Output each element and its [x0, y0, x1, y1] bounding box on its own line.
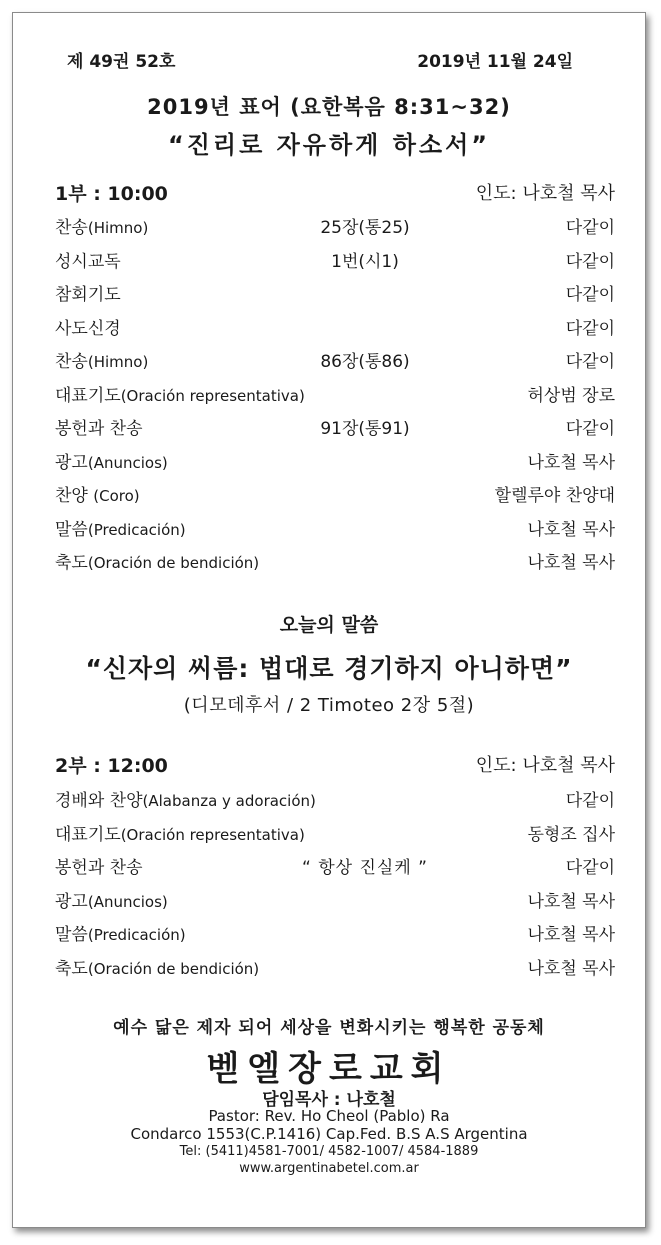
- yearly-motto: 2019년 표어 (요한복음 8:31~32): [147, 95, 511, 119]
- order-item-name: [55, 280, 121, 305]
- order-item-name: [55, 515, 186, 540]
- hymn-number: 25장(통25): [320, 218, 410, 238]
- order-item-name: [55, 548, 259, 573]
- order-item-es: (Predicación): [87, 520, 186, 539]
- order-person: 다같이: [565, 791, 615, 811]
- order-person: 나호철 목사: [527, 553, 615, 573]
- service2-leader: 인도: 나호철 목사: [475, 755, 615, 776]
- service2-header: [55, 751, 615, 781]
- order-item-name: [55, 347, 148, 372]
- hymn-number: 86장(통86): [320, 352, 410, 372]
- order-item-ko: 축도: [55, 553, 88, 573]
- order-item-name: [55, 314, 121, 339]
- order-item-es: (Anuncios): [87, 892, 168, 911]
- order-item-es: (Predicación): [87, 926, 186, 944]
- order-row: [55, 280, 615, 310]
- order-row: [55, 515, 615, 545]
- senior-pastor-ko: 담임목사 : 나호철: [262, 1090, 396, 1110]
- order-item-name: [55, 213, 148, 238]
- service1-time: 1부 : 10:00: [55, 183, 168, 205]
- church-name: 벧엘장로교회: [206, 1049, 452, 1089]
- order-item-es: (Oración representativa): [120, 825, 305, 844]
- order-row: [55, 381, 615, 411]
- order-person: 동형조 집사: [527, 824, 615, 845]
- order-item-ko: 참회기도: [55, 285, 121, 305]
- hymn-number: 1번(시1): [331, 251, 399, 272]
- order-item-es: (Himno): [87, 353, 149, 371]
- order-item-name: [55, 820, 305, 845]
- order-person: 다같이: [565, 251, 615, 272]
- order-item-name: [55, 448, 168, 473]
- order-item-name: [55, 381, 305, 406]
- order-person: 다같이: [565, 318, 615, 339]
- order-row: [55, 954, 615, 984]
- order-item-name: [55, 786, 316, 811]
- order-person: 다같이: [565, 858, 615, 878]
- order-person: 다같이: [565, 218, 615, 238]
- order-item-name: [55, 920, 186, 945]
- motto-quote: “진리로 자유하게 하소서”: [167, 131, 491, 159]
- service2-time: 2부 : 12:00: [55, 755, 168, 777]
- order-item-ko: 찬송: [55, 352, 88, 372]
- order-item-ko: 광고: [55, 452, 88, 473]
- order-row: [55, 548, 615, 578]
- issue-date: 2019년 11월 24일: [417, 52, 573, 72]
- church-slogan: 예수 닮은 제자 되어 세상을 변화시키는 행복한 공동체: [113, 1018, 545, 1038]
- hymn-number: “ 항상 진실케 ”: [302, 858, 428, 878]
- order-item-name: [55, 954, 259, 979]
- order-row: [55, 314, 615, 344]
- order-item-es: (Anuncios): [87, 453, 168, 472]
- order-item-ko: 찬송: [55, 218, 88, 238]
- order-item-es: (Coro): [93, 487, 140, 505]
- order-row: [55, 213, 615, 243]
- order-item-ko: 봉헌과 찬송: [55, 419, 143, 439]
- order-item-ko: 사도신경: [55, 318, 121, 339]
- service1-header: [55, 179, 615, 209]
- order-item-name: [55, 887, 168, 912]
- order-row: [55, 820, 615, 850]
- order-row: [55, 247, 615, 277]
- order-person: 나호철 목사: [527, 519, 615, 540]
- sermon-title: “신자의 씨름: 법대로 경기하지 아니하면”: [85, 654, 573, 683]
- service1-leader: 인도: 나호철 목사: [475, 183, 615, 204]
- church-phone: Tel: (5411)4581-7001/ 4582-1007/ 4584-1889: [179, 1144, 479, 1159]
- order-person: 나호철 목사: [527, 891, 615, 912]
- order-item-name: [55, 481, 140, 506]
- order-person: 나호철 목사: [527, 925, 615, 945]
- order-item-ko: 축도: [55, 958, 88, 979]
- order-row: [55, 414, 615, 444]
- order-row: [55, 347, 615, 377]
- order-row: [55, 786, 615, 816]
- order-row: [55, 920, 615, 950]
- pastor-en: Pastor: Rev. Ho Cheol (Pablo) Ra: [208, 1107, 450, 1125]
- order-item-ko: 광고: [55, 891, 88, 912]
- order-item-ko: 말씀: [55, 925, 88, 945]
- sermon-reference: (디모데후서 / 2 Timoteo 2장 5절): [183, 695, 475, 716]
- church-website[interactable]: www.argentinabetel.com.ar: [239, 1161, 419, 1176]
- church-address: Condarco 1553(C.P.1416) Cap.Fed. B.S A.S Argentina: [130, 1125, 528, 1143]
- order-item-name: [55, 853, 143, 878]
- order-person: 허상범 장로: [527, 385, 615, 406]
- order-item-es: (Oración de bendición): [87, 554, 260, 572]
- order-person: 나호철 목사: [527, 958, 615, 979]
- order-item-es: (Oración representativa): [120, 386, 305, 405]
- order-item-es: (Himno): [87, 219, 149, 237]
- order-item-ko: 대표기도: [55, 824, 121, 845]
- order-person: 다같이: [565, 352, 615, 372]
- order-item-ko: 말씀: [55, 519, 88, 540]
- order-person: 할렐루야 찬양대: [494, 486, 615, 506]
- order-row: [55, 481, 615, 511]
- order-item-ko: 성시교독: [55, 251, 121, 272]
- hymn-number: 91장(통91): [320, 419, 410, 439]
- todays-word-label: 오늘의 말씀: [279, 614, 379, 636]
- order-person: 다같이: [565, 419, 615, 439]
- order-row: [55, 448, 615, 478]
- order-item-ko: 대표기도: [55, 385, 121, 406]
- bulletin-page: [12, 12, 646, 1228]
- order-person: 다같이: [565, 285, 615, 305]
- order-item-ko: 봉헌과 찬송: [55, 858, 143, 878]
- order-row: [55, 853, 615, 883]
- order-item-name: [55, 414, 143, 439]
- order-item-es: (Alabanza y adoración): [142, 792, 316, 810]
- issue-number: 제 49권 52호: [67, 52, 176, 72]
- order-row: [55, 887, 615, 917]
- order-item-ko: 찬양: [55, 486, 94, 506]
- order-person: 나호철 목사: [527, 452, 615, 473]
- order-item-ko: 경배와 찬양: [55, 791, 143, 811]
- order-item-es: (Oración de bendición): [87, 959, 260, 978]
- order-item-name: [55, 247, 121, 272]
